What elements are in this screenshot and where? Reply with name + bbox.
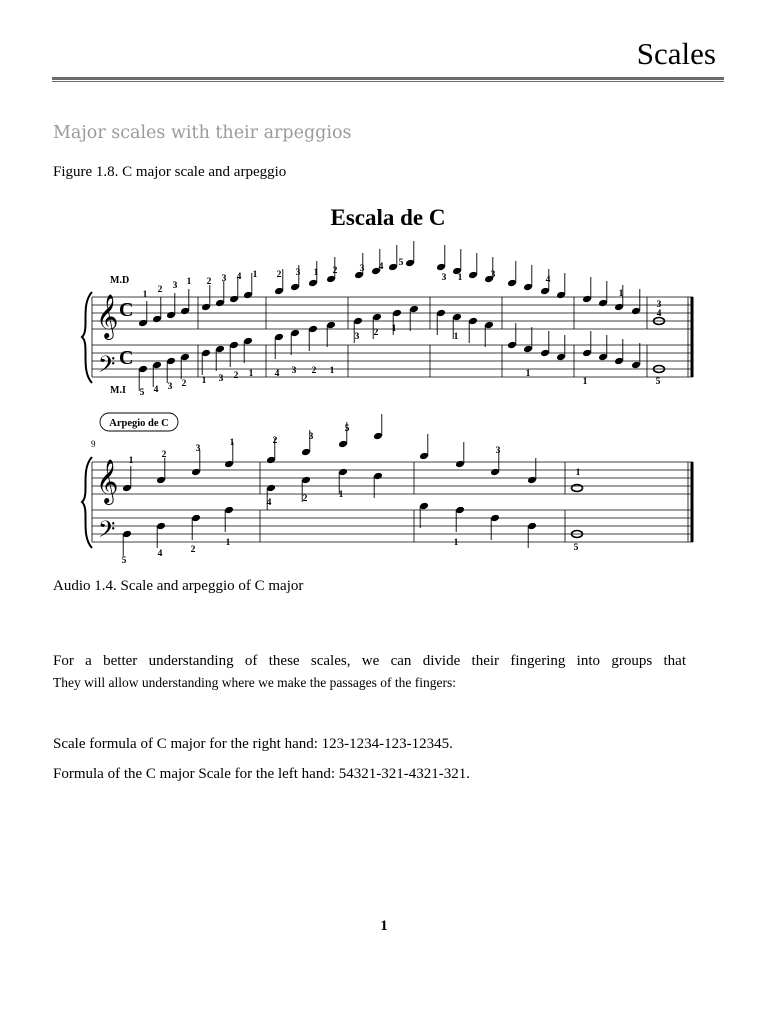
fingering-number: 3 — [359, 264, 365, 274]
fingering-number: 1 — [201, 376, 207, 386]
fingering-number: 2 — [332, 266, 338, 276]
fingering-number: 1 — [225, 538, 231, 548]
fingering-number: 1 — [453, 332, 459, 342]
grand-staff-brace — [82, 292, 92, 383]
audio-caption: Audio 1.4. Scale and arpeggio of C major — [53, 578, 304, 594]
fingering-number: 3 — [291, 366, 297, 376]
fingering-number: 4 — [236, 272, 242, 282]
fingering-number: 3 — [221, 274, 227, 284]
fingering-number: 1 — [338, 490, 344, 500]
fingering-number: 1 — [457, 273, 463, 283]
bass-clef-icon: 𝄢 — [98, 352, 116, 382]
fingering-number: 1 — [575, 468, 581, 478]
body-paragraph — [53, 651, 686, 693]
figure-caption: Figure 1.8. C major scale and arpeggio — [53, 164, 287, 180]
fingering-number: 2 — [302, 494, 308, 504]
fingering-number: 2 — [206, 277, 212, 287]
fingering-number: 4 — [157, 549, 163, 559]
paragraph-line-2: They will allow understanding where we make the passages of the fingers: — [53, 675, 457, 690]
fingering-number: 2 — [272, 436, 278, 446]
fingering-number: 5 — [398, 258, 404, 268]
left-hand-label: M.I — [110, 385, 126, 396]
fingering-number: 5 — [121, 556, 127, 566]
fingering-number: 3 — [308, 432, 314, 442]
fingering-number: 1 — [248, 369, 254, 379]
fingering-number: 4 — [545, 275, 551, 285]
fingering-number: 2 — [190, 545, 196, 555]
measure-number: 9 — [91, 439, 96, 449]
fingering-number: 3 — [295, 268, 301, 278]
time-signature-treble: C — [119, 299, 134, 321]
page-number: 1 — [380, 918, 388, 934]
fingering-number: 3 — [354, 332, 360, 342]
fingering-number: 3 — [441, 273, 447, 283]
paragraph-line-1: For a better understanding of these scales, we can divide their fingering into groups that — [53, 653, 686, 669]
fingering-number: 3 — [218, 374, 224, 384]
fingering-number: 4 — [274, 369, 280, 379]
fingering-number: 5 — [573, 543, 579, 553]
fingering-number: 2 — [233, 371, 239, 381]
time-signature-bass: C — [119, 347, 134, 369]
arpeggio-label: Arpegio de C — [109, 418, 169, 429]
right-hand-label: M.D — [110, 275, 130, 286]
fingering-number: 3 — [195, 444, 201, 454]
fingering-number: 2 — [157, 285, 163, 295]
fingering-number: 1 — [525, 369, 531, 379]
fingering-number: 1 — [313, 268, 319, 278]
fingering-number: 3 — [495, 446, 501, 456]
fingering-number: 1 — [186, 277, 192, 287]
fingering-number: 1 — [391, 324, 397, 334]
fingering-number: 3 — [172, 281, 178, 291]
treble-clef-icon: 𝄞 — [96, 296, 119, 338]
music-score — [0, 195, 768, 575]
grand-staff-brace — [82, 457, 92, 548]
header-rule — [52, 77, 724, 82]
fingering-number: 5 — [655, 377, 661, 387]
fingering-number: 2 — [373, 328, 379, 338]
formula-left-hand: Formula of the C major Scale for the left hand: 54321-321-4321-321. — [53, 766, 470, 782]
fingering-number: 1 — [128, 456, 134, 466]
fingering-number: 5 — [139, 388, 145, 398]
fingering-number: 5 — [344, 424, 350, 434]
fingering-number: 1 — [252, 270, 258, 280]
system-2 — [82, 413, 693, 566]
fingering-number: 1 — [618, 289, 624, 299]
fingering-number: 1 — [229, 438, 235, 448]
fingering-number: 4 — [378, 262, 384, 272]
fingering-number: 1 — [453, 538, 459, 548]
bass-clef-icon: 𝄢 — [98, 517, 116, 547]
fingering-number: 3 — [656, 300, 662, 310]
fingering-number: 3 — [490, 270, 496, 280]
fingering-number: 2 — [181, 379, 187, 389]
section-heading: Major scales with their arpeggios — [53, 123, 352, 143]
fingering-number: 2 — [311, 366, 317, 376]
fingering-number: 4 — [153, 385, 159, 395]
system-1 — [82, 241, 693, 398]
page-header-title: Scales — [636, 36, 716, 71]
fingering-number: 1 — [582, 377, 588, 387]
fingering-number: 2 — [161, 450, 167, 460]
fingering-number: 3 — [167, 382, 173, 392]
fingering-number: 1 — [142, 290, 148, 300]
whole-note — [572, 485, 583, 492]
fingering-number: 2 — [276, 270, 282, 280]
formula-right-hand: Scale formula of C major for the right hand: 123-1234-123-12345. — [53, 736, 453, 752]
fingering-number: 4 — [266, 498, 272, 508]
treble-clef-icon: 𝄞 — [96, 461, 119, 503]
fingering-number: 1 — [329, 366, 335, 376]
score-title: Escala de C — [330, 205, 446, 230]
fingering-number: 4 — [656, 309, 662, 319]
